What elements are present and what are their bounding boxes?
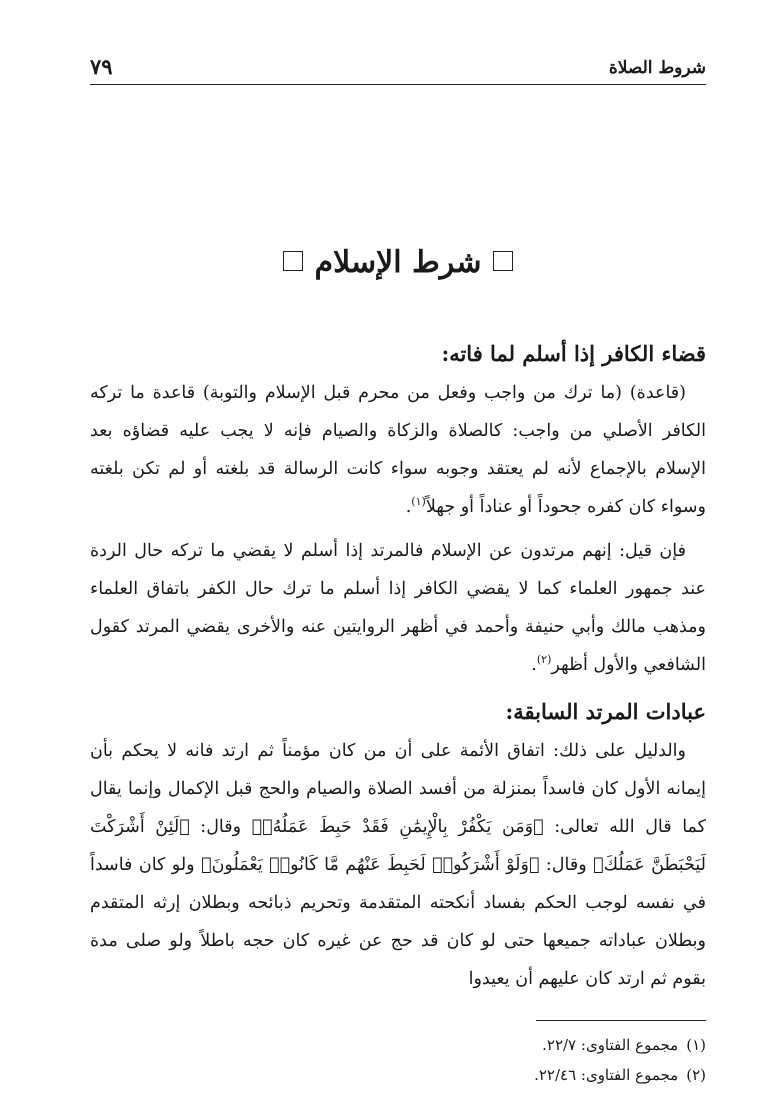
- footnote-text: مجموع الفتاوى: ٢٢/٧.: [542, 1036, 679, 1054]
- footnote-reference[interactable]: (٢): [536, 653, 552, 667]
- main-text: [90, 334, 706, 998]
- footnote: [90, 1060, 706, 1090]
- footnotes: [90, 1030, 706, 1090]
- chapter-title-text: شرط الإسلام: [314, 245, 482, 280]
- footnote: [90, 1030, 706, 1060]
- section-heading: قضاء الكافر إذا أسلم لما فاته:: [441, 341, 706, 366]
- paragraph-text: (قاعدة) (ما ترك من واجب وفعل من محرم قبل الإسلام والتوبة) قاعدة ما تركه الكافر الأصلي من واجب: كالصلاة والزكاة والصيام فإنه لا يجب عليه قضاؤه بعد الإسلام بالإجماع لأنه لم يعتقد وجوبه سواء كانت الرسالة قد بلغته أو لم تكن بلغته وسواء كان كفره جحوداً أو عناداً أو جهلاً: [90, 383, 706, 517]
- footnote-text: مجموع الفتاوى: ٢٢/٤٦.: [534, 1066, 679, 1084]
- section-heading: عبادات المرتد السابقة:: [505, 699, 706, 724]
- chapter-title: [90, 240, 706, 286]
- paragraph: والدليل على ذلك: اتفاق الأئمة على أن من كان مؤمناً ثم ارتد فانه لا يحكم بأن إيمانه الأول كان فاسداً بمنزلة من أفسد الصلاة والصيام والحج قبل الإكمال وإنما يقال كما قال الله تعالى: ﴿وَمَن يَكْفُرْ بِالْإِيمَٰنِ فَقَدْ حَبِطَ عَمَلُهُۥ﴾ وقال: ﴿لَئِنْ أَشْرَكْتَ لَيَحْبَطَنَّ عَمَلُكَ﴾ وقال: ﴿وَلَوْ أَشْرَكُوا۟ لَحَبِطَ عَنْهُم مَّا كَانُوا۟ يَعْمَلُونَ﴾ ولو كان فاسداً في نفسه لوجب الحكم بفساد أنكحته المتقدمة وتحريم ذبائحه وبطلان إرثه المتقدم وبطلان عباداته جميعها حتى لو كان قد حج عن غيره كان حجه باطلاً ولو صلى مدة بقوم ثم ارتد كان عليهم أن يعيدوا: [90, 741, 706, 989]
- footnote-reference[interactable]: (١): [411, 495, 426, 509]
- square-ornament-icon: [283, 251, 303, 271]
- footnote-number: (٢): [686, 1066, 706, 1084]
- square-ornament-icon: [493, 251, 513, 271]
- footnote-number: (١): [686, 1036, 706, 1054]
- paragraph: (قاعدة) (ما ترك من واجب وفعل من محرم قبل الإسلام والتوبة) قاعدة ما تركه الكافر الأصلي من واجب: كالصلاة والزكاة والصيام فإنه لا يجب عليه قضاؤه بعد الإسلام بالإجماع لأنه لم يعتقد وجوبه سواء كانت الرسالة قد بلغته أو لم تكن بلغته وسواء كان كفره جحوداً أو عناداً أو جهلاً$^{(١)}$.: [90, 383, 706, 517]
- page-number: ٧٩: [90, 54, 113, 79]
- running-header: [90, 54, 706, 85]
- paragraph: فإن قيل: إنهم مرتدون عن الإسلام فالمرتد إذا أسلم لا يقضي ما تركه حال الردة عند جمهور العلماء كما لا يقضي الكافر إذا أسلم ما ترك حال الكفر باتفاق العلماء ومذهب مالك وأبي حنيفة وأحمد في أظهر الروايتين عنه والأخرى يقضي المرتد كقول الشافعي والأول أظهر$^{(٢)}$.: [90, 541, 706, 675]
- paragraph-text: فإن قيل: إنهم مرتدون عن الإسلام فالمرتد إذا أسلم لا يقضي ما تركه حال الردة عند جمهور العلماء كما لا يقضي الكافر إذا أسلم ما ترك حال الكفر باتفاق العلماء ومذهب مالك وأبي حنيفة وأحمد في أظهر الروايتين عنه والأخرى يقضي المرتد كقول الشافعي والأول أظهر: [90, 541, 706, 675]
- footnote-divider: [536, 1020, 706, 1021]
- running-title: شروط الصلاة: [608, 58, 706, 78]
